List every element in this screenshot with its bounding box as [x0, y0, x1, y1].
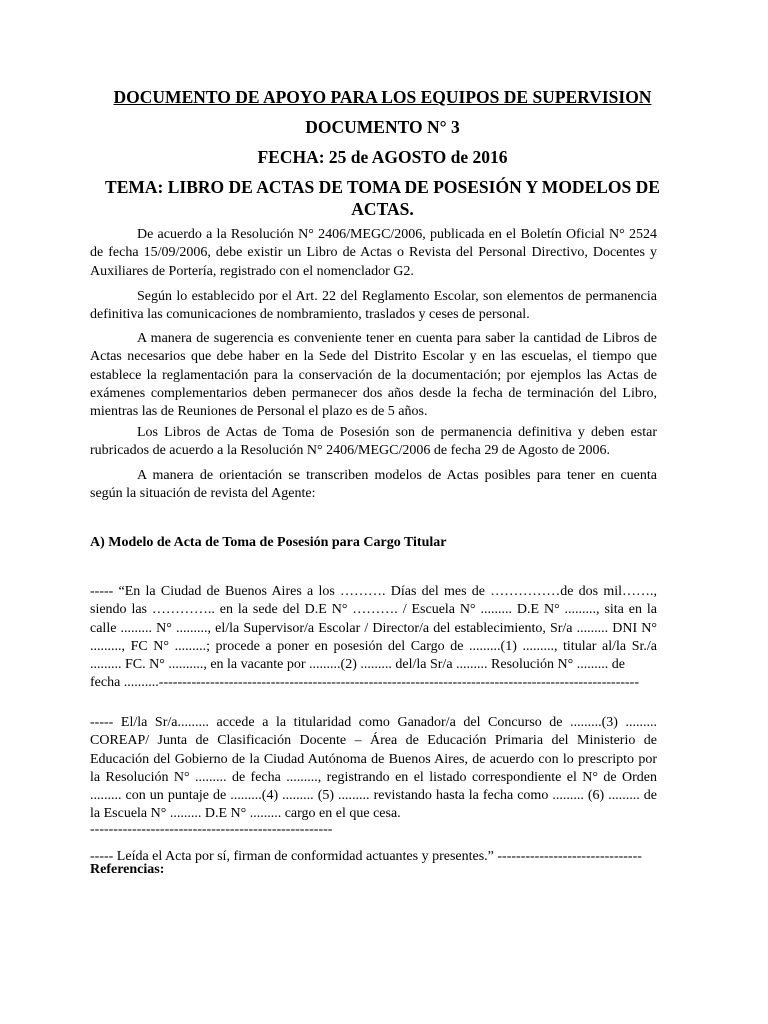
acta-model-block-2	[90, 714, 657, 824]
acta-model-block-1	[90, 583, 657, 693]
paragraph-text: Los Libros de Actas de Toma de Posesión son de permanencia definitiva y deben estar rubricados de acuerdo a la Resolución N° 2406/MEGC/2006 de fecha 29 de Agosto de 2006.	[90, 425, 657, 459]
acta-text: ----- El/la Sr/a......... accede a la titularidad como Ganador/a del Concurso de .........(3) ......... COREAP/ Junta de Clasificación Docente – Área de Educación Primaria del Ministerio de Educación del Gobierno de la Ciudad Autónoma de Buenos Aires, de acuerdo con lo prescripto por la Resolución N° ......... de fecha ........., registrando en el listado correspondiente el N° de Orden ......... con un puntaje de .........(4) ......... (5) ......... revistando hasta la fecha como ......... (6) ......... de la Escuela N° ......... D.E N° ......... cargo en el que cesa.	[90, 715, 657, 822]
dash-separator: ----------------------------------------------------	[90, 822, 333, 837]
document-heading: DOCUMENTO DE APOYO PARA LOS EQUIPOS DE SUPERVISION	[113, 87, 652, 107]
paragraph-text: De acuerdo a la Resolución N° 2406/MEGC/2006, publicada en el Boletín Oficial N° 2524 de fecha 15/09/2006, debe existir un Libro de Actas o Revista del Personal Directivo, Docentes y Auxiliares de Portería, registrado con el nomenclador G2.	[90, 227, 657, 279]
acta-model-block-3	[90, 848, 657, 866]
paragraph-reglamento	[90, 288, 657, 325]
paragraph-resolution	[90, 226, 657, 281]
document-number: DOCUMENTO N° 3	[305, 117, 460, 137]
paragraph-text: A manera de orientación se transcriben modelos de Actas posibles para tener en cuenta según la situación de revista del Agente:	[90, 468, 657, 502]
paragraph-orientacion	[90, 467, 657, 504]
paragraph-text: Según lo establecido por el Art. 22 del Reglamento Escolar, son elementos de permanencia definitiva las comunicaciones de nombramiento, traslados y ceses de personal.	[90, 289, 657, 323]
section-a-title: A) Modelo de Acta de Toma de Posesión para Cargo Titular	[90, 535, 447, 550]
acta-text: ----- “En la Ciudad de Buenos Aires a los ………. Días del mes de ……………de dos mil……., siendo las ………….. en la sede del D.E N° ………. / Escuela N° ......... D.E N° ........., sita en la calle ......... N° ........., el/la Supervisor/a Escolar / Director/a del establecimiento, Sr/a ......... DNI N° ........., FC N° .........; procede a poner en posesión del Cargo de .........(1) ........., titular al/la Sr./a ......... FC. N° .........., en la vacante por .........(2) ......... del/la Sr/a ......... Resolución N° ......... de	[90, 584, 657, 673]
document-topic: TEMA: LIBRO DE ACTAS DE TOMA DE POSESIÓN Y MODELOS DE ACTAS.	[105, 177, 660, 219]
acta-closing: ----- Leída el Acta por sí, firman de conformidad actuantes y presentes.” -------------------------------	[90, 849, 642, 864]
referencias-heading: Referencias:	[90, 862, 165, 877]
paragraph-libros	[90, 424, 657, 461]
document-date: FECHA: 25 de AGOSTO de 2016	[257, 147, 508, 167]
acta-text-end: fecha ..........-------------------------------------------------------------------------------------------------------	[90, 675, 640, 691]
paragraph-text: A manera de sugerencia es conveniente tener en cuenta para saber la cantidad de Libros de Actas necesarios que debe haber en la Sede del Distrito Escolar y en las escuelas, el tiempo que establece la reglamentación para la conservación de la documentación; por ejemplos las Actas de exámenes complementarios deben permanecer dos años desde la fecha de terminación del Libro, mientras las de Reuniones de Personal el plazo es de 5 años.	[90, 331, 657, 420]
paragraph-sugerencia	[90, 330, 657, 421]
